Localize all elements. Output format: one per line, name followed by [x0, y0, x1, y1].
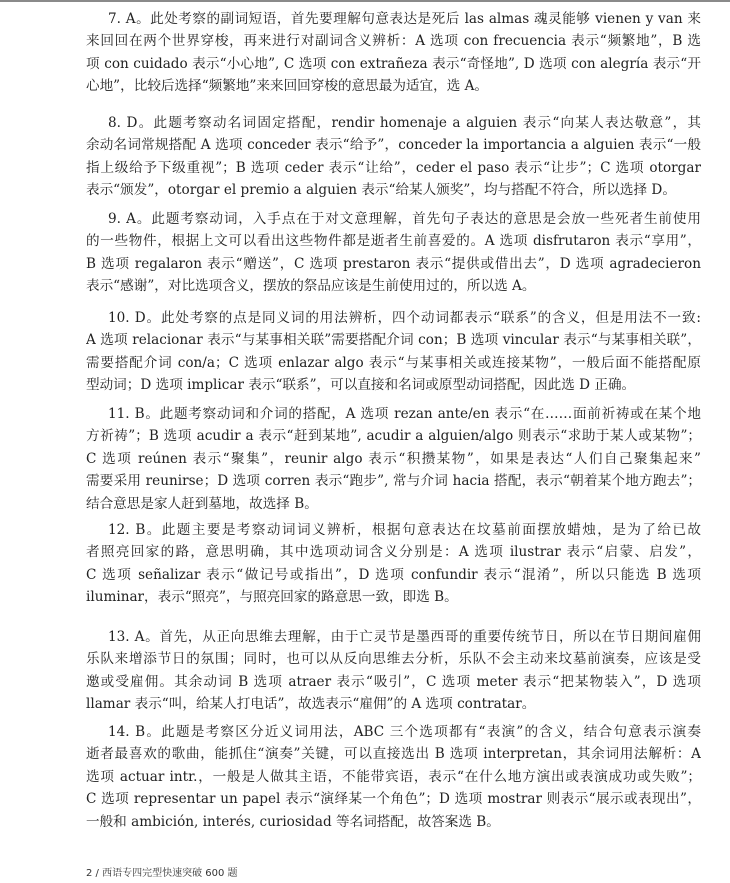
paragraph-line: 的一些物件，根据上文可以看出这些物件都是逝者生前喜爱的。A 选项 disfrutaron 表示“享用”，: [86, 233, 701, 250]
paragraph-line: 者照亮回家的路，意思明确，其中选项动词含义分别是：A 选项 ilustrar 表示“启蒙、启发”，: [86, 544, 701, 561]
paragraph-line: 乐队来增添节日的氛围；同时，也可以从反向思维去分析，乐队不会主动来坟墓前演奏，应该是受: [86, 651, 701, 668]
paragraph-line: C 选项 representar un papel 表示“演绎某一个角色”；D 选项 mostrar 则表示“展示或表现出”，: [86, 791, 701, 808]
paragraph-line: 表示“感谢”，对比选项含义，摆放的祭品应该是生前使用过的，所以选 A。: [86, 278, 536, 295]
paragraph-line: 14. B。此题是考察区分近义词用法，ABC 三个选项都有“表演”的含义，结合句意表示演奏: [108, 724, 701, 740]
answer-paragraph: [86, 626, 701, 716]
paragraph-line: C 选项 reúnen 表示“聚集”，reunir algo 表示“积攒某物”，如果是表达“人们自己聚集起来”: [86, 450, 701, 467]
paragraph-line: 方祈祷”；B 选项 acudir a 表示“赶到某地”, acudir a alguien/algo 则表示“求助于某人或某物”；: [86, 428, 701, 445]
page-footer: 2 / 西语专四完型快速突破 600 题: [86, 868, 238, 879]
paragraph-line: 表示“颁发”，otorgar el premio a alguien 表示“给某人颁奖”，均与搭配不符合，所以选择 D。: [86, 182, 676, 199]
paragraph-line: 指上级给予下级重视”；B 选项 ceder 表示“让给”，ceder el paso 表示“让步”；C 选项 otorgar: [86, 159, 701, 176]
paragraph-line: 8. D。此题考察动名词固定搭配，rendir homenaje a alguien 表示“向某人表达敬意”，其: [108, 115, 701, 131]
paragraph-line: 型动词；D 选项 implicar 表示“联系”，可以直接和名词或原型动词搭配，因此选 D 正确。: [86, 377, 636, 394]
answer-paragraph: [86, 403, 701, 515]
paragraph-line: 邀或受雇佣。其余动词 B 选项 atraer 表示“吸引”，C 选项 meter 表示“把某物装入”，D 选项: [86, 673, 701, 690]
paragraph-line: 7. A。此处考察的副词短语，首先要理解句意表达是死后 las almas 魂灵能够 vienen y van 来: [108, 11, 701, 27]
paragraph-line: 余动名词常规搭配 A 选项 conceder 表示“给予”，conceder la importancia a alguien 表示“一般: [86, 137, 701, 154]
paragraph-line: C 选项 señalizar 表示“做记号或指出”，D 选项 confundir 表示“混淆”，所以只能选 B 选项: [86, 566, 701, 583]
paragraph-line: 选项 actuar intr.，一般是人做其主语，不能带宾语，表示“在什么地方演出或表演成功或失败”；: [86, 768, 701, 785]
paragraph-line: 来回回在两个世界穿梭，再来进行对副词含义辨析：A 选项 con frecuencia 表示“频繁地”，B 选: [86, 33, 701, 50]
paragraph-line: 需要采用 reunirse；D 选项 corren 表示“跑步”, 常与介词 hacia 搭配，表示“朝着某个地方跑去”；: [86, 473, 701, 490]
answer-paragraph: [86, 208, 701, 298]
answer-paragraph: [86, 307, 701, 397]
paragraph-line: 9. A。此题考察动词，入手点在于对文意理解，首先句子表达的意思是会放一些死者生前使用: [108, 211, 701, 227]
paragraph-line: B 选项 regalaron 表示“赠送”，C 选项 prestaron 表示“提供或借出去”，D 选项 agradecieron: [86, 255, 701, 272]
paragraph-line: 一般和 ambición, interés, curiosidad 等名词搭配，故答案选 B。: [86, 813, 500, 830]
paragraph-line: iluminar，表示“照亮”，与照亮回家的路意思一致，即选 B。: [86, 589, 458, 606]
paragraph-line: 结合意思是家人赶到墓地，故选择 B。: [86, 495, 318, 512]
paragraph-line: 13. A。首先，从正向思维去理解，由于亡灵节是墨西哥的重要传统节日，所以在节日期间雇佣: [108, 629, 701, 645]
paragraph-line: 10. D。此处考察的点是同义词的用法辨析，四个动词都表示“联系”的含义，但是用法不一致:: [108, 310, 701, 326]
answer-paragraph: [86, 112, 701, 202]
paragraph-line: 心地”，比较后选择“频繁地”来来回回穿梭的意思最为适宜，选 A。: [86, 78, 489, 95]
page-top-border: [0, 0, 730, 2]
paragraph-line: A 选项 relacionar 表示“与某事相关联”需要搭配介词 con；B 选项 vincular 表示“与某事相关联”，: [86, 332, 701, 349]
paragraph-line: 需要搭配介词 con/a；C 选项 enlazar algo 表示“与某事相关或连接某物”，一般后面不能搭配原: [86, 354, 701, 371]
paragraph-line: llamar 表示“叫，给某人打电话”，故选表示“雇佣”的 A 选项 contratar。: [86, 696, 536, 713]
paragraph-line: 逝者最喜欢的歌曲，能抓住“演奏”关键，可以直接选出 B 选项 interpretan，其余词用法解析：A: [86, 746, 701, 763]
answer-paragraph: [86, 519, 701, 609]
paragraph-line: 12. B。此题主要是考察动词词义辨析，根据句意表达在坟墓前面摆放蜡烛，是为了给已故: [108, 522, 701, 538]
paragraph-line: 项 con cuidado 表示“小心地”, C 选项 con extrañeza 表示“奇怪地”, D 选项 con alegría 表示“开: [86, 55, 701, 72]
answer-paragraph: [86, 721, 701, 833]
paragraph-line: 11. B。此题考察动词和介词的搭配，A 选项 rezan ante/en 表示“在……面前祈祷或在某个地: [108, 406, 701, 422]
answer-paragraph: [86, 8, 701, 98]
